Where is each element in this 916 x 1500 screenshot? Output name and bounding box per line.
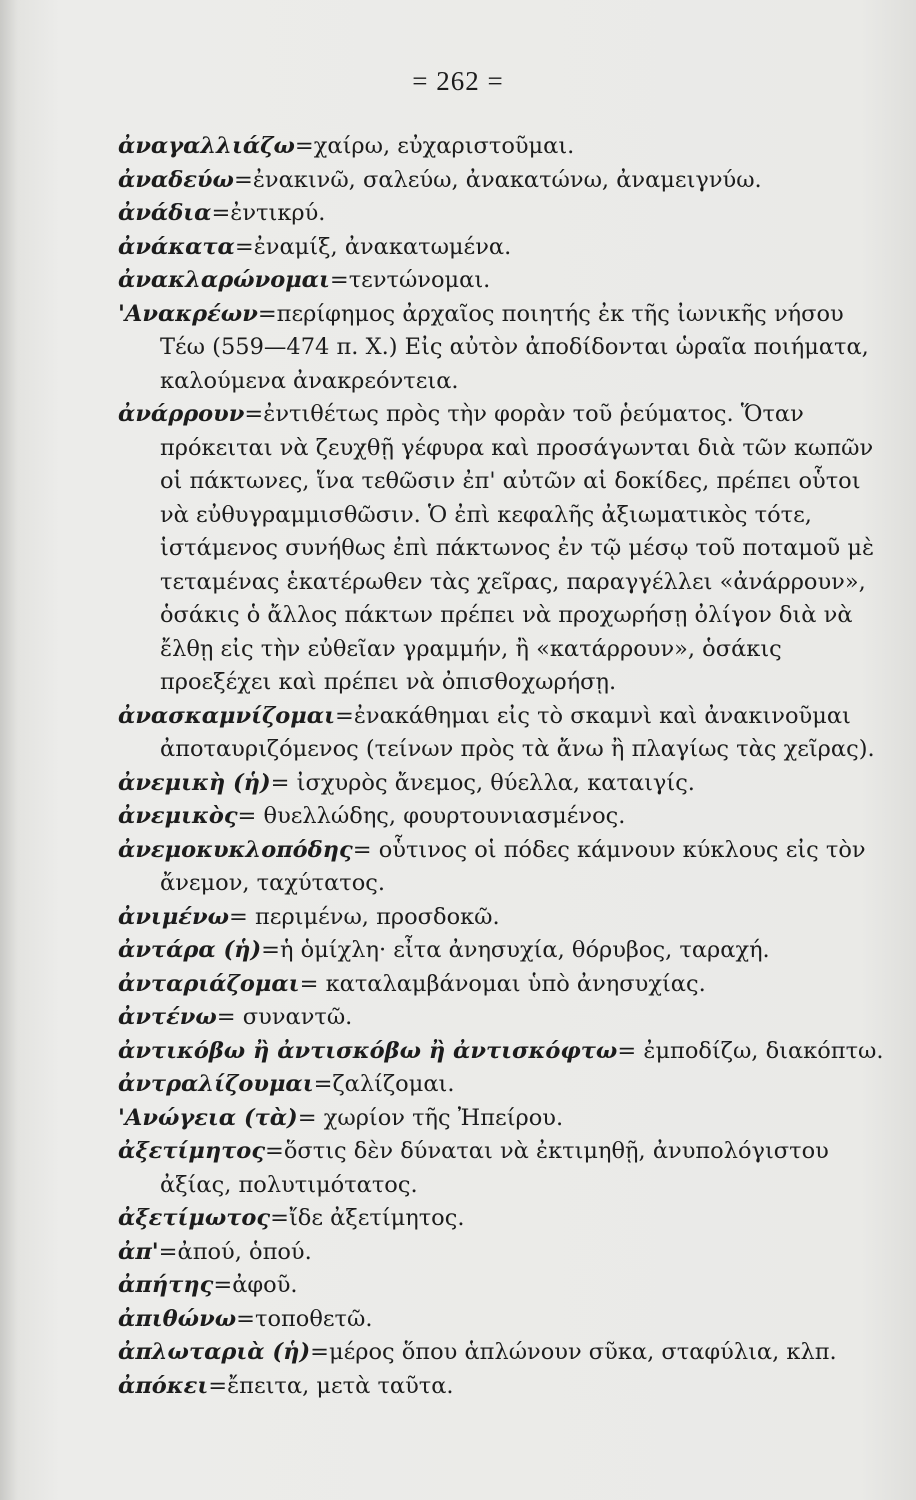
glossary-entry [118,700,888,767]
entry-term: ἀντικόβω ἢ ἀντισκόβω ἢ ἀντισκόφτω [118,1037,618,1064]
glossary-entry [118,1068,888,1102]
glossary-entry [118,901,888,935]
entry-definition: =ἴδε ἀξετίμητος. [270,1205,465,1231]
glossary-entry [118,1202,888,1236]
entry-definition: = καταλαμβάνομαι ὑπὸ ἀνησυχίας. [299,970,706,997]
entry-term: ἀξετίμωτος [118,1205,271,1231]
entry-definition: =ἐναμίξ, ἀνακατωμένα. [234,233,512,260]
glossary-entry [118,264,888,298]
glossary-entry [118,1336,888,1370]
glossary-entry [118,398,888,700]
entry-definition: = ἐμποδίζω, διακόπτω. [617,1037,884,1064]
entry-term: ἀνιμένω [118,903,229,930]
entry-definition: =ἐντιθέτως πρὸς τὴν φορὰν τοῦ ῥεύματος. Ὅταν πρόκειται νὰ ζευχθῇ γέφυρα καὶ προσάγωνται διὰ τῶν κωπῶν οἱ πάκτωνες, ἵνα τεθῶσιν ἐπ' αὐτῶν αἱ δοκίδες, πρέπει οὗτοι νὰ εὐθυγραμμισθῶσιν. Ὁ ἐπὶ κεφαλῆς ἀξιωματικὸς τότε, ἱστάμενος συνήθως ἐπὶ πάκτωνος ἐν τῷ μέσῳ τοῦ ποταμοῦ μὲ τεταμένας ἑκατέρωθεν τὰς χεῖρας, παραγγέλλει «ἀνάρρουν», ὁσάκις ὁ ἄλλος πάκτων πρέπει νὰ προχωρήσῃ ὀλίγον διὰ νὰ ἔλθῃ εἰς τὴν εὐθεῖαν γραμμήν, ἢ «κατάρρουν», ὁσάκις προεξέχει καὶ πρέπει νὰ ὀπισθοχωρήσῃ. [160,401,875,695]
page-number: = 262 = [412,66,504,96]
entry-term: ἀνεμικὸς [118,803,238,829]
glossary-entry [118,767,888,801]
glossary-entry [118,1269,888,1303]
entry-term: ἀνταριάζομαι [118,970,300,997]
entry-term: ἀνάδια [118,200,212,226]
glossary-entry [118,968,888,1002]
entry-term: ἀντάρα (ἡ) [118,937,262,963]
entry-definition: =ἀπού, ὁπού. [158,1238,312,1265]
glossary-entry [118,298,888,399]
entry-definition: =ὅστις δὲν δύναται νὰ ἐκτιμηθῇ, ἀνυπολόγιστου ἀξίας, πολυτιμότατος. [160,1138,829,1198]
entry-definition: =ἐνακάθημαι εἰς τὸ σκαμνὶ καὶ ἀνακινοῦμαι ἀποταυριζόμενος (τείνων πρὸς τὰ ἄνω ἢ πλαγίως τὰς χεῖρας). [160,702,875,762]
entry-term: 'Ανώγεια (τὰ) [118,1104,298,1131]
entry-definition: = συναντῶ. [216,1004,353,1030]
entry-term: ἀνακλαρώνομαι [118,267,330,293]
glossary-entry [118,1236,888,1270]
glossary-entry [118,164,888,198]
entry-definition: = χωρίον τῆς Ἠπείρου. [297,1104,564,1131]
entry-definition: =ἐντικρύ. [211,200,326,226]
entry-definition: =ἡ ὁμίχλη· εἶτα ἀνησυχία, θόρυβος, ταραχή. [261,937,770,963]
entry-term: ἀντραλίζουμαι [118,1071,314,1097]
entry-definition: = περιμένω, προσδοκῶ. [229,903,500,930]
glossary-entry [118,934,888,968]
entry-term: ἀπιθώνω [118,1305,237,1332]
entry-term: ἀνασκαμνίζομαι [118,702,335,729]
entry-term: ἀπόκει [118,1372,209,1399]
entry-definition: =ἔπειτα, μετὰ ταῦτα. [208,1372,454,1399]
entry-term: ἀπ' [118,1238,159,1265]
glossary-entry [118,1135,888,1202]
glossary-entries [118,130,888,1403]
entry-term: ἀπήτης [118,1272,214,1298]
entry-term: 'Ανακρέων [118,300,258,327]
entry-term: ἀξετίμητος [118,1138,266,1164]
entry-term: ἀνάρρουν [118,401,245,427]
entry-definition: =ζαλίζομαι. [313,1071,455,1097]
entry-definition: = θυελλώδης, φουρτουνιασμένος. [237,803,626,829]
glossary-entry [118,800,888,834]
glossary-entry [118,130,888,164]
entry-definition: =τοποθετῶ. [236,1305,373,1332]
glossary-entry [118,1035,888,1069]
entry-definition: =ἐνακινῶ, σαλεύω, ἀνακατώνω, ἀναμειγνύω. [233,166,762,193]
entry-term: ἀναγαλλιάζω [118,133,295,159]
entry-term: ἀνάκατα [118,233,235,260]
glossary-entry [118,197,888,231]
entry-term: ἀνεμοκυκλοπόδης [118,836,353,863]
glossary-entry [118,1303,888,1337]
entry-definition: = ἰσχυρὸς ἄνεμος, θύελλα, καταιγίς. [270,769,695,796]
entry-term: ἀπλωταριὰ (ἡ) [118,1339,311,1365]
entry-term: ἀναδεύω [118,166,234,193]
glossary-entry [118,1102,888,1136]
glossary-entry [118,834,888,901]
entry-term: ἀντένω [118,1004,217,1030]
glossary-entry [118,1370,888,1404]
entry-definition: =τεντώνομαι. [329,267,491,293]
entry-definition: =μέρος ὅπου ἁπλώνουν σῦκα, σταφύλια, κλπ. [310,1339,837,1365]
glossary-entry [118,231,888,265]
entry-definition: =ἀφοῦ. [213,1272,298,1298]
entry-term: ἀνεμικὴ (ἡ) [118,769,271,796]
entry-definition: =χαίρω, εὐχαριστοῦμαι. [294,133,575,159]
glossary-entry [118,1001,888,1035]
entry-definition: = οὗτινος οἱ πόδες κάμνουν κύκλους εἰς τὸν ἄνεμον, ταχύτατος. [160,836,866,896]
entry-definition: =περίφημος ἀρχαῖος ποιητής ἐκ τῆς ἰωνικῆς νήσου Τέω (559—474 π. Χ.) Εἰς αὐτὸν ἀποδίδονται ὡραῖα ποιήματα, καλούμενα ἀνακρεόντεια. [160,300,869,394]
